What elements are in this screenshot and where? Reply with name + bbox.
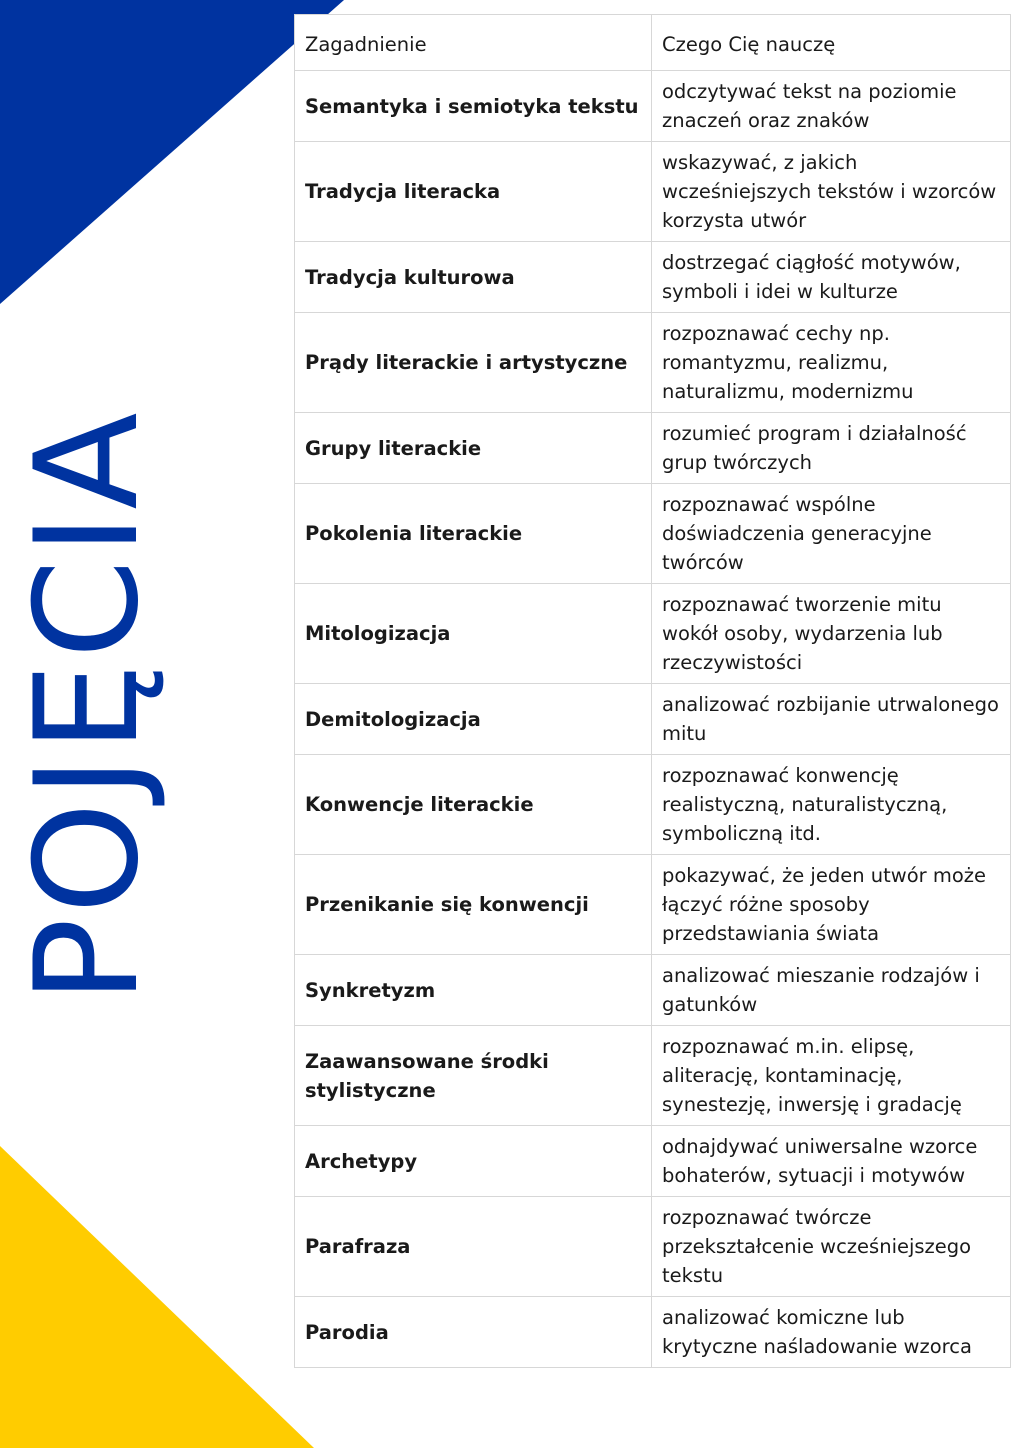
term-cell: Demitologizacja [295,684,652,755]
table-row [295,1026,1011,1126]
table-row [295,142,1011,242]
description-cell: rozpoznawać konwencję realistyczną, naturalistyczną, symboliczną itd. [652,755,1011,855]
table-row [295,684,1011,755]
table-row [295,955,1011,1026]
term-cell: Semantyka i semiotyka tekstu [295,71,652,142]
description-cell: rozpoznawać m.in. elipsę, aliterację, kontaminację, synestezję, inwersję i gradację [652,1026,1011,1126]
table-row [295,484,1011,584]
table-row [295,413,1011,484]
term-cell: Tradycja literacka [295,142,652,242]
table-row [295,1126,1011,1197]
term-cell: Mitologizacja [295,584,652,684]
blue-corner-triangle [0,0,344,304]
table-row [295,313,1011,413]
header-what-you-learn: Czego Cię nauczę [652,15,1011,71]
description-cell: analizować rozbijanie utrwalonego mitu [652,684,1011,755]
term-cell: Prądy literackie i artystyczne [295,313,652,413]
description-cell: rozumieć program i działalność grup twórczych [652,413,1011,484]
term-cell: Zaawansowane środki stylistyczne [295,1026,652,1126]
term-cell: Konwencje literackie [295,755,652,855]
table-row [295,1297,1011,1368]
yellow-corner-triangle [0,1146,314,1448]
side-title: POJĘCIA [5,408,170,1004]
table-row [295,855,1011,955]
description-cell: rozpoznawać wspólne doświadczenia generacyjne twórców [652,484,1011,584]
term-cell: Tradycja kulturowa [295,242,652,313]
term-cell: Przenikanie się konwencji [295,855,652,955]
description-cell: dostrzegać ciągłość motywów, symboli i idei w kulturze [652,242,1011,313]
description-cell: rozpoznawać twórcze przekształcenie wcześniejszego tekstu [652,1197,1011,1297]
description-cell: wskazywać, z jakich wcześniejszych tekstów i wzorców korzysta utwór [652,142,1011,242]
table-body [295,71,1011,1368]
term-cell: Pokolenia literackie [295,484,652,584]
description-cell: pokazywać, że jeden utwór może łączyć różne sposoby przedstawiania świata [652,855,1011,955]
header-topic: Zagadnienie [295,15,652,71]
table-row [295,755,1011,855]
term-cell: Parodia [295,1297,652,1368]
term-cell: Synkretyzm [295,955,652,1026]
table-row [295,584,1011,684]
description-cell: analizować komiczne lub krytyczne naśladowanie wzorca [652,1297,1011,1368]
description-cell: rozpoznawać tworzenie mitu wokół osoby, wydarzenia lub rzeczywistości [652,584,1011,684]
term-cell: Grupy literackie [295,413,652,484]
description-cell: odnajdywać uniwersalne wzorce bohaterów, sytuacji i motywów [652,1126,1011,1197]
term-cell: Archetypy [295,1126,652,1197]
term-cell: Parafraza [295,1197,652,1297]
table-row [295,242,1011,313]
table-header-row [295,15,1011,71]
description-cell: rozpoznawać cechy np. romantyzmu, realizmu, naturalizmu, modernizmu [652,313,1011,413]
concepts-table [294,14,1011,1368]
table-row [295,1197,1011,1297]
description-cell: odczytywać tekst na poziomie znaczeń oraz znaków [652,71,1011,142]
table-row [295,71,1011,142]
description-cell: analizować mieszanie rodzajów i gatunków [652,955,1011,1026]
